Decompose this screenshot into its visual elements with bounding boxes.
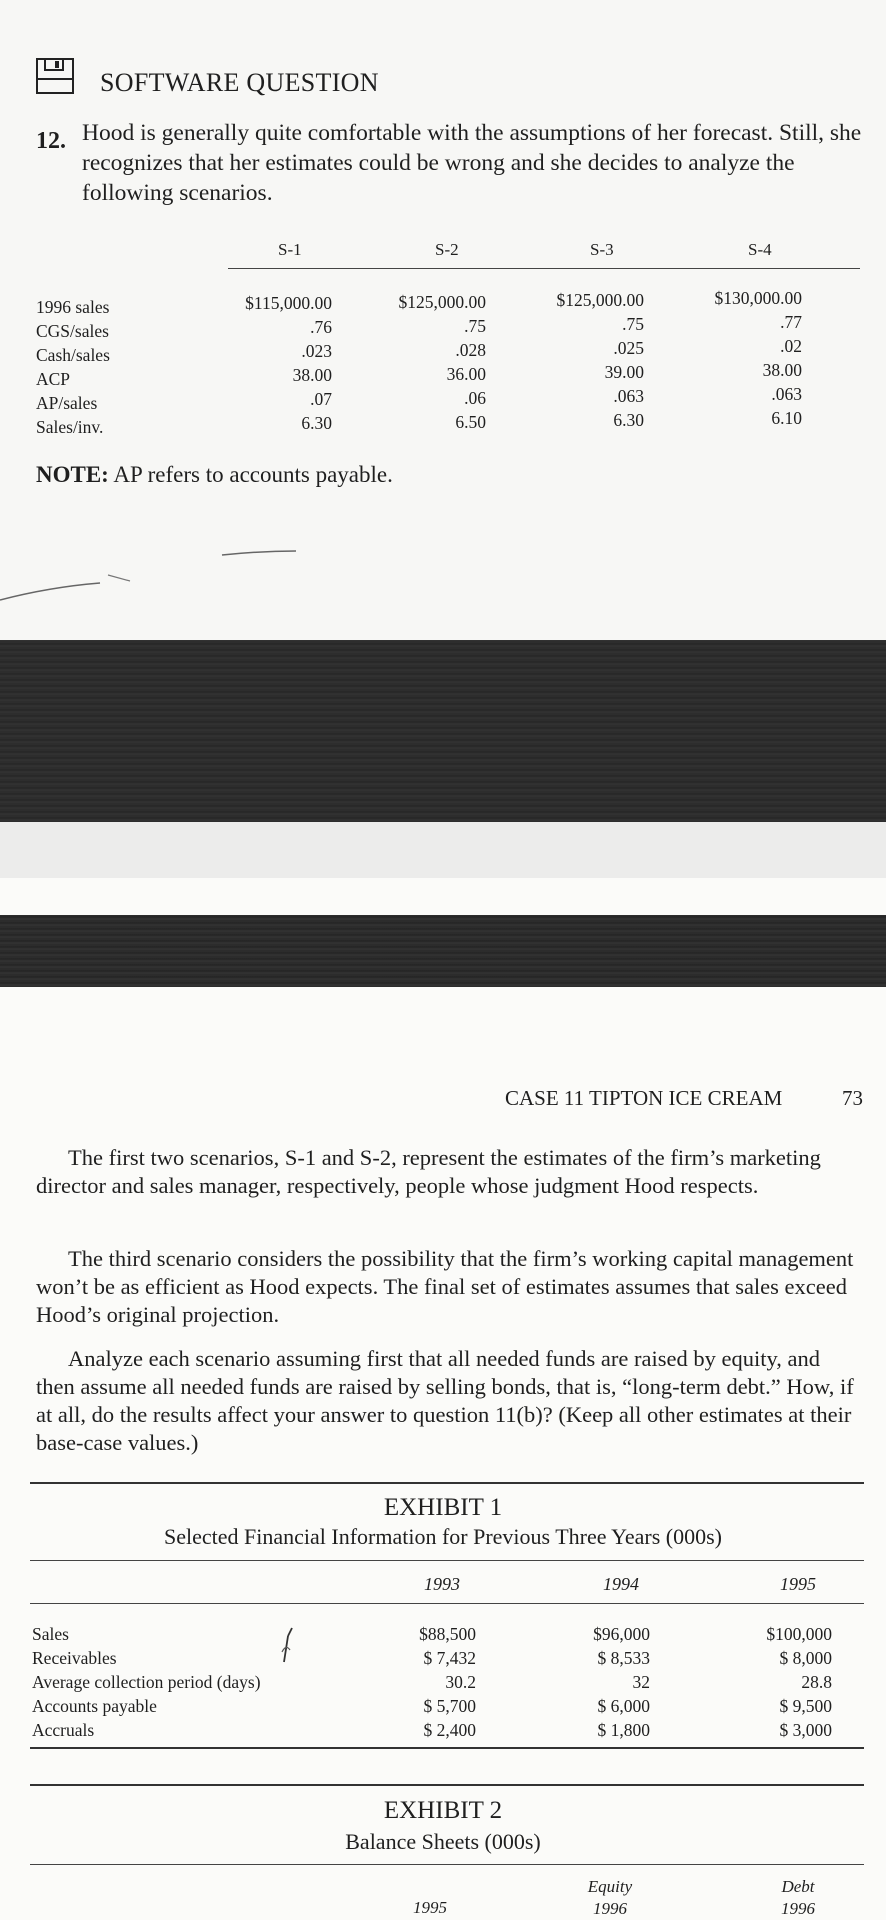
exhibit2-subtitle: Balance Sheets (000s) (345, 1829, 541, 1854)
exhibit2-title: EXHIBIT 2 (383, 1797, 503, 1824)
pen-stray-marks (270, 1622, 300, 1666)
column-label: Debt (781, 1877, 815, 1896)
table-cell: $125,000.00 (556, 290, 644, 310)
table-cell: $ 7,432 (423, 1648, 476, 1668)
scenario-column-s4 (702, 286, 802, 430)
table-cell: .023 (301, 341, 332, 361)
paragraph: The first two scenarios, S-1 and S-2, represent the estimates of the firm’s marketing director and sales manager, respectively, people whose judgment Hood respects. (36, 1145, 821, 1198)
scenario-row-labels (36, 295, 110, 439)
table-cell: $96,000 (593, 1624, 650, 1644)
question-text: Hood is generally quite comfortable with the assumptions of her forecast. Still, she recognizes that her estimates could be wrong and she decides to analyze the following scenarios. (82, 120, 862, 206)
table-cell: 6.30 (613, 410, 644, 430)
exhibit1-column-1994 (554, 1622, 650, 1742)
table-cell: .063 (771, 384, 802, 404)
note-label: NOTE: (36, 462, 109, 487)
table-cell: 6.10 (771, 408, 802, 428)
table-cell: $ 9,500 (779, 1696, 832, 1716)
scenario-header-s4: S-4 (748, 240, 772, 259)
exhibit1-column-1995 (736, 1622, 832, 1742)
table-cell: $ 6,000 (597, 1696, 650, 1716)
exhibit1-year: 1995 (780, 1574, 816, 1594)
exhibit1-row-labels (32, 1622, 261, 1742)
table-cell: .07 (310, 389, 332, 409)
paragraph: Analyze each scenario assuming first that all needed funds are raised by equity, and then assume all needed funds are raised by selling bonds, that is, “long-term debt.” How, if at all, do the results affect your answer to question 11(b)? (Keep all other estimates at their base-case values.) (36, 1346, 854, 1455)
floppy-disk-icon (36, 58, 74, 94)
scenario-header-s1: S-1 (278, 240, 302, 259)
scenario-column-s1 (232, 291, 332, 435)
table-cell: $ 8,000 (779, 1648, 832, 1668)
row-label: AP/sales (36, 393, 98, 413)
table-cell: 32 (632, 1672, 650, 1692)
page-gap (0, 822, 886, 878)
scan-shadow-top (0, 640, 886, 822)
column-year: 1996 (781, 1899, 815, 1918)
table-cell: 6.30 (301, 413, 332, 433)
exhibit1-title: EXHIBIT 1 (383, 1494, 503, 1521)
row-label: Sales (32, 1624, 69, 1644)
exhibit1-year: 1993 (424, 1574, 460, 1594)
note-text: AP refers to accounts payable. (113, 462, 393, 487)
scenario-header-s3: S-3 (590, 240, 614, 259)
table-cell: 6.50 (455, 412, 486, 432)
column-year: 1996 (593, 1899, 627, 1918)
table-cell: $125,000.00 (398, 292, 486, 312)
scenario-header-s2: S-2 (435, 240, 459, 259)
table-cell: 39.00 (604, 362, 644, 382)
exhibit1-subtitle: Selected Financial Information for Previous Three Years (000s) (163, 1524, 722, 1549)
row-label: Average collection period (days) (32, 1672, 261, 1692)
software-question-title: SOFTWARE QUESTION (100, 68, 379, 97)
exhibit2-col-1995 (395, 1897, 465, 1919)
table-cell: 30.2 (445, 1672, 476, 1692)
exhibit1-year: 1994 (603, 1574, 639, 1594)
column-year: 1995 (413, 1898, 447, 1917)
exhibit1-rule (30, 1560, 864, 1561)
row-label: Accounts payable (32, 1696, 157, 1716)
table-cell: $ 1,800 (597, 1720, 650, 1740)
row-label: ACP (36, 369, 71, 389)
table-cell: $ 8,533 (597, 1648, 650, 1668)
question-number: 12. (36, 128, 66, 154)
row-label: Cash/sales (36, 345, 110, 365)
row-label: Accruals (32, 1720, 95, 1740)
table-cell: $130,000.00 (714, 288, 802, 308)
table-cell: 36.00 (446, 364, 486, 384)
scenario-column-s2 (386, 290, 486, 434)
table-cell: .063 (613, 386, 644, 406)
running-header: CASE 11 TIPTON ICE CREAM (505, 1086, 783, 1110)
table-cell: 28.8 (801, 1672, 832, 1692)
exhibit1-column-1993 (380, 1622, 476, 1742)
table-cell: .75 (464, 316, 486, 336)
table-cell: $115,000.00 (245, 293, 332, 313)
table-cell: $ 2,400 (423, 1720, 476, 1740)
exhibit2-top-rule (30, 1784, 864, 1786)
table-cell: $88,500 (419, 1624, 476, 1644)
exhibit2-col-debt (758, 1876, 838, 1920)
table-cell: .75 (622, 314, 644, 334)
table-cell: .025 (613, 338, 644, 358)
row-label: CGS/sales (36, 321, 109, 341)
exhibit1-bottom-rule (30, 1747, 864, 1749)
table-cell: $ 3,000 (779, 1720, 832, 1740)
exhibit1-top-rule (30, 1482, 864, 1484)
scenario-column-s3 (544, 288, 644, 432)
row-label: 1996 sales (36, 297, 110, 317)
table-cell: .028 (455, 340, 486, 360)
table-note (36, 462, 393, 488)
row-label: Receivables (32, 1648, 117, 1668)
table-cell: .02 (780, 336, 802, 356)
exhibit1-header-rule (30, 1603, 864, 1604)
page-number: 73 (842, 1086, 863, 1110)
table-cell: 38.00 (292, 365, 332, 385)
pen-stray-marks (0, 535, 320, 605)
scan-shadow-bottom (0, 915, 886, 987)
table-cell: $100,000 (766, 1624, 832, 1644)
paragraph: The third scenario considers the possibility that the firm’s working capital management won’t be as efficient as Hood expects. The final set of estimates assumes that sales exceed Hood’s original projection. (36, 1246, 854, 1327)
row-label: Sales/inv. (36, 417, 104, 437)
exhibit2-rule (30, 1864, 864, 1865)
exhibit2-col-equity (570, 1876, 650, 1920)
table-cell: .77 (780, 312, 802, 332)
table-cell: $ 5,700 (423, 1696, 476, 1716)
table-cell: .76 (310, 317, 332, 337)
scenario-table-rule (228, 268, 860, 269)
table-cell: .06 (464, 388, 486, 408)
column-label: Equity (587, 1877, 633, 1896)
table-cell: 38.00 (762, 360, 802, 380)
